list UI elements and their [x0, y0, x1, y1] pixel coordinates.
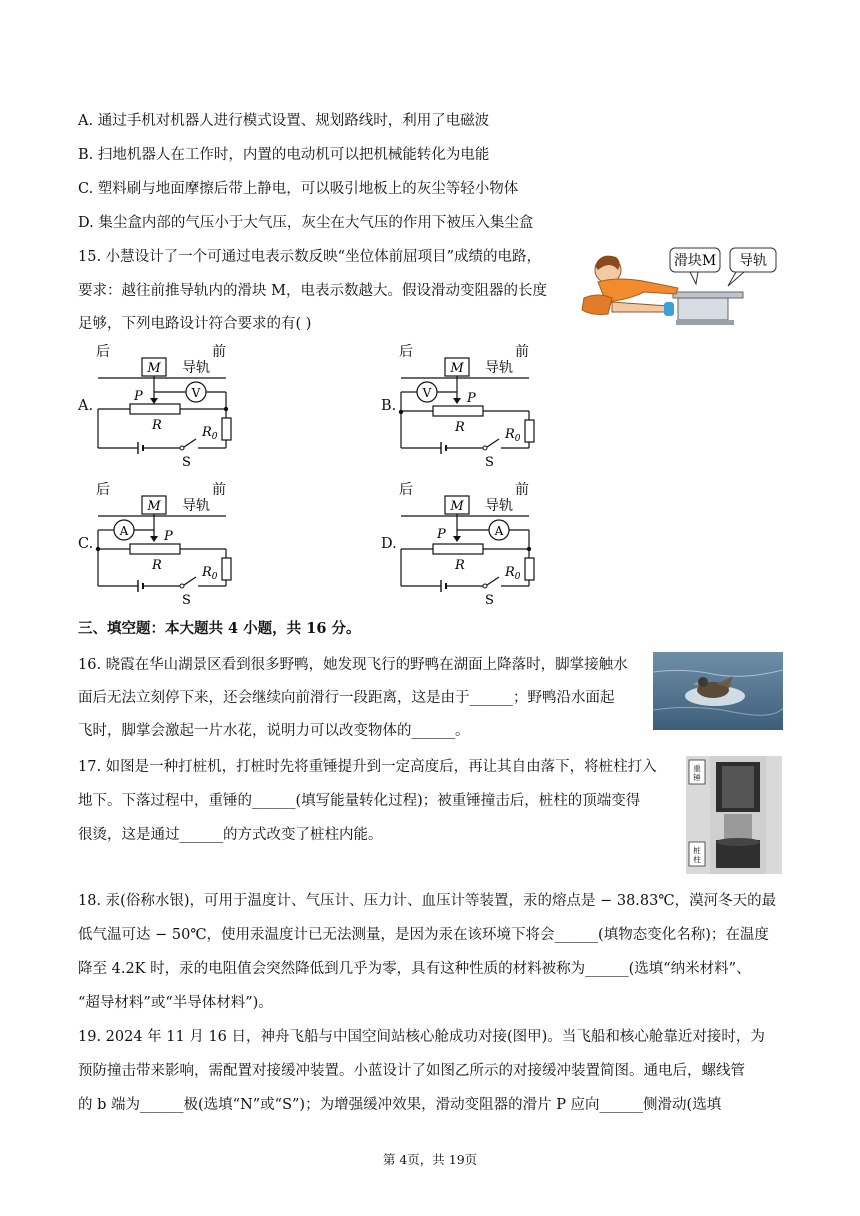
- q18-line-4: “超导材料”或“半导体材料”)。: [78, 995, 273, 1011]
- circuit-a: [94, 340, 244, 468]
- q18-line-2: 低气温可达 − 50℃，使用汞温度计已无法测量，是因为汞在该环境下将会______(填物态变化名称)；在温度: [78, 927, 769, 943]
- q16-line-3: 飞时，脚掌会激起一片水花，说明力可以改变物体的______。: [78, 723, 470, 739]
- callout-rail-text: 导轨: [739, 253, 767, 269]
- p-label: P: [467, 391, 476, 406]
- rail-label: 导轨: [182, 360, 210, 376]
- option-c: C. 塑料刷与地面摩擦后带上静电，可以吸引地板上的灰尘等轻小物体: [78, 181, 519, 197]
- callout-slider-text: 滑块M: [673, 253, 717, 269]
- label-d: D.: [381, 536, 397, 552]
- front-label: 前: [212, 344, 226, 360]
- p-label: P: [437, 527, 446, 542]
- sit-and-reach-illustration: [578, 240, 783, 330]
- section-3-heading: 三、填空题：本大题共 4 小题，共 16 分。: [78, 620, 361, 637]
- r0-label: $R_0$: [505, 565, 521, 582]
- circuit-d: [397, 478, 547, 606]
- front-label: 前: [515, 344, 529, 360]
- duck-photo: [653, 652, 783, 730]
- slider-m: M: [450, 499, 464, 514]
- q17-line-2: 地下。下落过程中，重锤的______(填写能量转化过程)；被重锤撞击后，桩柱的顶端变得: [78, 793, 641, 809]
- back-label: 后: [96, 344, 110, 360]
- front-label: 前: [212, 482, 226, 498]
- label-a: A.: [78, 398, 94, 414]
- q15-line-2: 要求：越往前推导轨内的滑块 M，电表示数越大。假设滑动变阻器的长度: [78, 283, 547, 299]
- front-label: 前: [515, 482, 529, 498]
- q16-line-2: 面后无法立刻停下来，还会继续向前滑行一段距离，这是由于______；野鸭沿水面起: [78, 690, 615, 706]
- circuit-c: [94, 478, 244, 606]
- q19-line-1: 19. 2024 年 11 月 16 日，神舟飞船与中国空间站核心舱成功对接(图甲)。当飞船和核心舱靠近对接时，为: [78, 1029, 765, 1045]
- p-label: P: [134, 389, 143, 404]
- label-c: C.: [78, 536, 94, 552]
- q17-line-1: 17. 如图是一种打桩机，打桩时先将重锤提升到一定高度后，再让其自由落下，将桩柱打入: [78, 759, 657, 775]
- s-label: S: [182, 455, 191, 468]
- r0-label: $R_0$: [202, 565, 218, 582]
- slider-m: M: [147, 499, 161, 514]
- circuit-b: [397, 340, 547, 468]
- rail-label: 导轨: [485, 498, 513, 514]
- option-d: D. 集尘盒内部的气压小于大气压，灰尘在大气压的作用下被压入集尘盒: [78, 215, 534, 231]
- tag-pile: 桩柱: [693, 846, 701, 864]
- q16-line-1: 16. 晓霞在华山湖景区看到很多野鸭，她发现飞行的野鸭在湖面上降落时，脚掌接触水: [78, 657, 628, 673]
- r0-label: $R_0$: [505, 427, 521, 444]
- r-label: R: [152, 558, 162, 573]
- slider-m: M: [147, 361, 161, 376]
- q19-line-2: 预防撞击带来影响，需配置对接缓冲装置。小蓝设计了如图乙所示的对接缓冲装置简图。通电后，螺线管: [78, 1063, 745, 1079]
- r-label: R: [152, 418, 162, 433]
- label-b: B.: [381, 398, 397, 414]
- back-label: 后: [96, 482, 110, 498]
- s-label: S: [485, 593, 494, 606]
- option-a: A. 通过手机对机器人进行模式设置、规划路线时，利用了电磁波: [78, 113, 490, 129]
- q18-line-3: 降至 4.2K 时，汞的电阻值会突然降低到几乎为零，具有这种性质的材料被称为______(选填“纳米材料”、: [78, 961, 751, 977]
- r-label: R: [455, 558, 465, 573]
- rail-label: 导轨: [485, 360, 513, 376]
- q19-line-3: 的 b 端为______极(选填“N”或“S”)；为增强缓冲效果，滑动变阻器的滑片 P 应向______侧滑动(选填: [78, 1097, 722, 1113]
- rail-label: 导轨: [182, 498, 210, 514]
- q15-line-1: 15. 小慧设计了一个可通过电表示数反映“坐位体前屈项目”成绩的电路，: [78, 249, 541, 265]
- s-label: S: [182, 593, 191, 606]
- voltmeter: V: [191, 386, 201, 400]
- p-label: P: [164, 529, 173, 544]
- back-label: 后: [399, 482, 413, 498]
- q17-line-3: 很烫，这是通过______的方式改变了桩柱内能。: [78, 827, 383, 843]
- option-b: B. 扫地机器人在工作时，内置的电动机可以把机械能转化为电能: [78, 147, 490, 163]
- tag-hammer: 重锤: [693, 764, 701, 782]
- q15-line-3: 足够，下列电路设计符合要求的有( ): [78, 316, 312, 332]
- slider-m: M: [450, 361, 464, 376]
- page-footer: 第 4页，共 19页: [382, 1152, 478, 1167]
- r-label: R: [455, 420, 465, 435]
- q18-line-1: 18. 汞(俗称水银)，可用于温度计、气压计、压力计、血压计等装置，汞的熔点是 − 38.83℃，漠河冬天的最: [78, 893, 777, 909]
- pile-driver-photo: [686, 756, 782, 874]
- ammeter: A: [494, 524, 504, 538]
- r0-label: $R_0$: [202, 425, 218, 442]
- ammeter: A: [119, 524, 129, 538]
- voltmeter: V: [422, 386, 432, 400]
- back-label: 后: [399, 344, 413, 360]
- s-label: S: [485, 455, 494, 468]
